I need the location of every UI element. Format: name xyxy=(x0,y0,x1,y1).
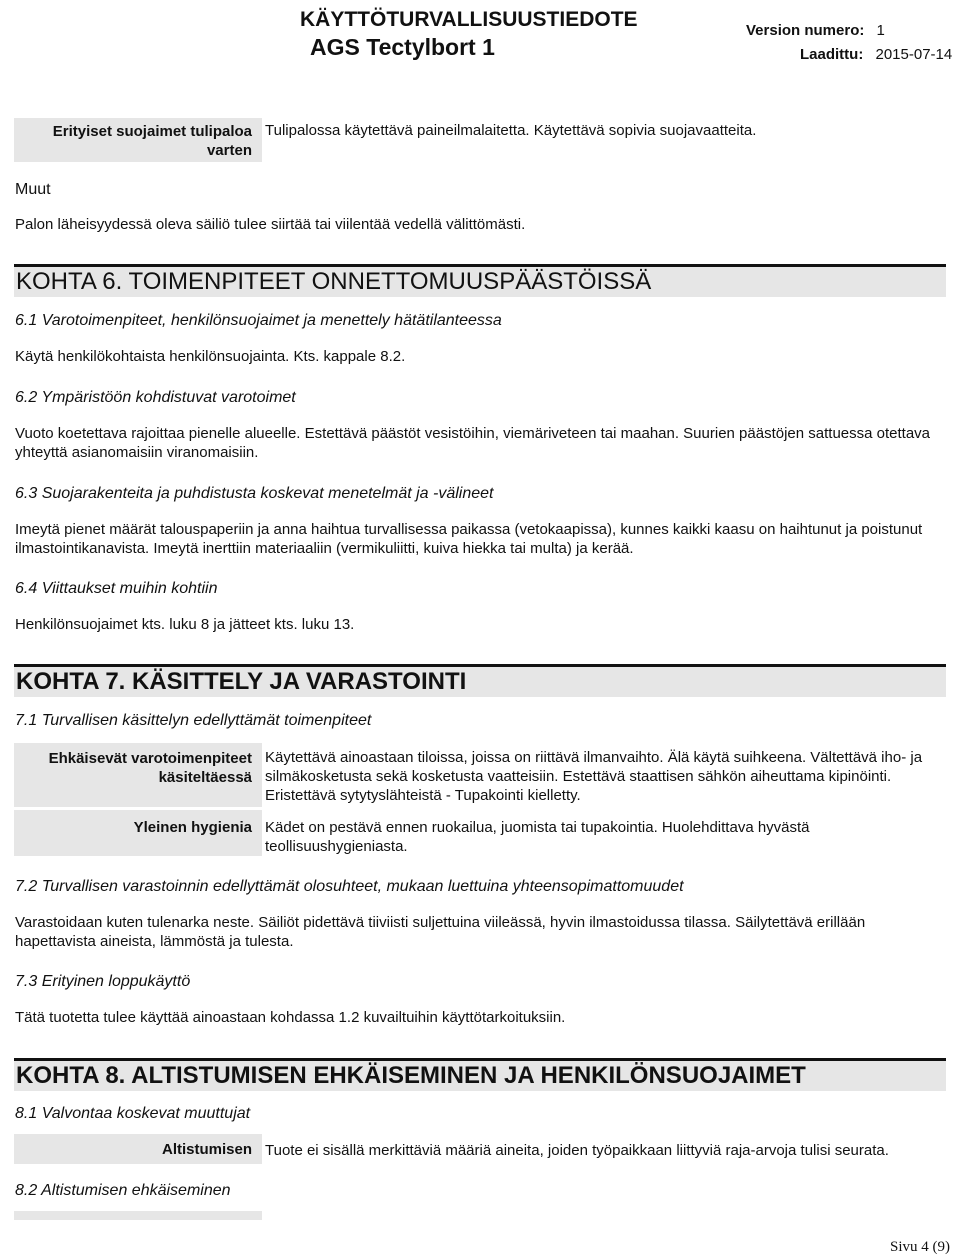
general-hygiene-text: Kädet on pestävä ennen ruokailua, juomista tai tupakointia. Huolehdittava hyvästä teollisuushygieniasta. xyxy=(265,819,810,855)
section-6-heading xyxy=(14,264,946,297)
s61-text: Käytä henkilökohtaista henkilönsuojainta. Kts. kappale 8.2. xyxy=(15,348,406,365)
table-stub xyxy=(14,1211,262,1220)
s63-text: Imeytä pienet määrät talouspaperiin ja anna haihtua turvallisessa paikassa (vetokaapissa), kunnes kaikki kaasu on haihtunut ja poistunut ilmastointikanavista. Imeytä inerttiin materiaaliin (vermikuliitti, kuiva hiekka tai multa) ja kerää. xyxy=(15,521,923,557)
date-label: Laadittu: xyxy=(800,46,864,63)
s81-title: 8.1 Valvontaa koskevat muuttujat xyxy=(15,1105,251,1122)
section-8-heading xyxy=(14,1058,946,1091)
version-info xyxy=(746,22,885,39)
s61-title: 6.1 Varotoimenpiteet, henkilönsuojaimet ja menettely hätätilanteessa xyxy=(15,312,502,329)
special-protection-label: Erityiset suojaimet tulipaloa varten xyxy=(14,118,262,162)
section-7-heading xyxy=(14,664,946,697)
exposure-label: Altistumisen xyxy=(14,1134,262,1164)
preventive-measures-label: Ehkäisevät varotoimenpiteet käsiteltäessä xyxy=(14,743,262,807)
s62-text: Vuoto koetettava rajoittaa pienelle alueelle. Estettävä päästöt vesistöihin, viemäriveteen tai maahan. Suurien päästöjen sattuessa otettava yhteyttä asianomaisiin viranomaisiin. xyxy=(15,425,931,461)
s64-title: 6.4 Viittaukset muihin kohtiin xyxy=(15,580,218,597)
section-7-title: KOHTA 7. KÄSITTELY JA VARASTOINTI xyxy=(16,668,467,695)
s73-text: Tätä tuotetta tulee käyttää ainoastaan kohdassa 1.2 kuvailtuihin käyttötarkoituksiin. xyxy=(15,1009,566,1026)
s71-title: 7.1 Turvallisen käsittelyn edellyttämät toimenpiteet xyxy=(15,712,372,729)
section-6-title: KOHTA 6. TOIMENPITEET ONNETTOMUUSPÄÄSTÖISSÄ xyxy=(16,268,652,295)
product-name: AGS Tectylbort 1 xyxy=(310,34,495,60)
s63-title: 6.3 Suojarakenteita ja puhdistusta koskevat menetelmät ja -välineet xyxy=(15,485,494,502)
preventive-measures-text: Käytettävä ainoastaan tiloissa, joissa on riittävä ilmanvaihto. Älä käytä suihkeena. Vältettävä iho- ja silmäkosketusta sekä kosketusta vaatteisiin. Estettävä staattisen sähkön aiheuttama kipinöinti. Eristettävä sytytyslähteistä - Tupakointi kielletty. xyxy=(265,749,923,804)
other-text: Palon läheisyydessä oleva säiliö tulee siirtää tai viilentää vedellä välittömästi. xyxy=(15,216,526,233)
exposure-text: Tuote ei sisällä merkittäviä määriä aineita, joiden työpaikkaan liittyviä raja-arvoja tulisi seurata. xyxy=(265,1142,889,1159)
s72-title: 7.2 Turvallisen varastoinnin edellyttämät olosuhteet, mukaan luettuina yhteensopimattomuudet xyxy=(15,878,684,895)
s62-title: 6.2 Ympäristöön kohdistuvat varotoimet xyxy=(15,389,296,406)
version-value: 1 xyxy=(876,22,885,39)
s72-text: Varastoidaan kuten tulenarka neste. Säiliöt pidettävä tiiviisti suljettuina viileässä, hyvin ilmastoidussa tilassa. Säilytettävä erillään hapettavista aineista, lämmöstä ja tulesta. xyxy=(15,914,866,950)
date-info xyxy=(800,46,952,63)
date-value: 2015-07-14 xyxy=(875,46,953,63)
version-label: Version numero: xyxy=(746,22,865,39)
s64-text: Henkilönsuojaimet kts. luku 8 ja jätteet kts. luku 13. xyxy=(15,616,355,633)
s73-title: 7.3 Erityinen loppukäyttö xyxy=(15,973,191,990)
s82-title: 8.2 Altistumisen ehkäiseminen xyxy=(15,1182,231,1199)
page-number: Sivu 4 (9) xyxy=(890,1239,950,1255)
document-title: KÄYTTÖTURVALLISUUSTIEDOTE xyxy=(300,8,638,31)
section-8-title: KOHTA 8. ALTISTUMISEN EHKÄISEMINEN JA HENKILÖNSUOJAIMET xyxy=(16,1062,806,1089)
other-heading: Muut xyxy=(15,181,51,198)
special-protection-text: Tulipalossa käytettävä paineilmalaitetta. Käytettävä sopivia suojavaatteita. xyxy=(265,122,757,139)
general-hygiene-label: Yleinen hygienia xyxy=(14,810,262,856)
